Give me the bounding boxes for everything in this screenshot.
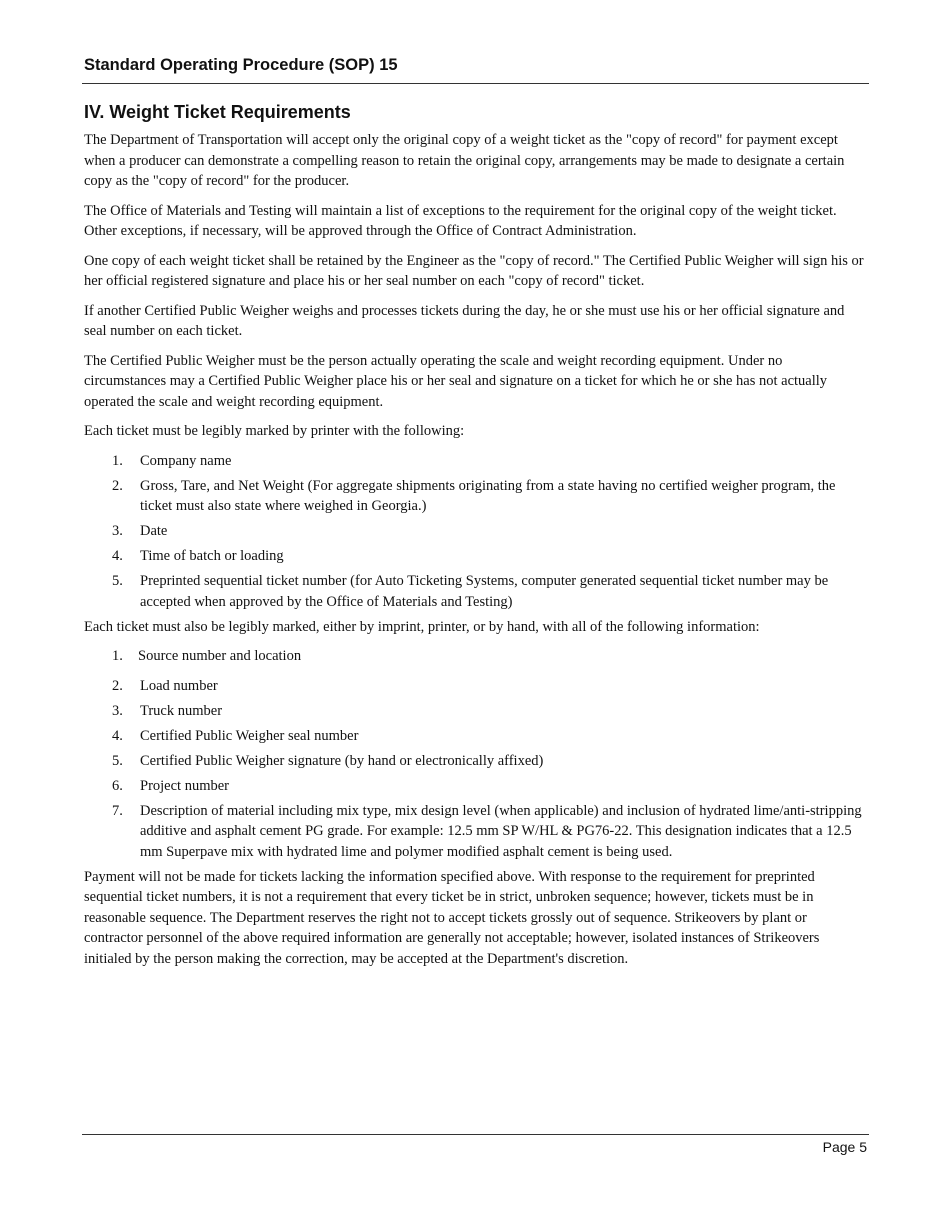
list-info-intro: Each ticket must also be legibly marked, either by imprint, printer, or by hand, with all of the following information: [84, 618, 760, 635]
paragraph-operator-requirement: The Certified Public Weigher must be the person actually operating the scale and weight recording equipment. Under no circumstances may a Certified Public Weigher place his or her seal and signature on a ticket for which he or she has not actually operated the scale and weight recording equipment. [84, 352, 828, 410]
list-item: 2. Load number [112, 677, 218, 694]
document-header-title: Standard Operating Procedure (SOP) 15 [84, 56, 398, 74]
printer-marking-list [84, 451, 868, 613]
paragraph-engineer-copy: One copy of each weight ticket shall be retained by the Engineer as the "copy of record." The Certified Public Weigher will sign his or her official registered signature and place his or her seal number on each "copy of record" ticket. [84, 252, 864, 289]
paragraph-exceptions: The Office of Materials and Testing will maintain a list of exceptions to the requirement for the original copy of the weight ticket. Other exceptions, if necessary, will be approved through the Office of Contract Administration. [84, 202, 837, 239]
header-divider [82, 83, 869, 84]
page-number: Page 5 [822, 1139, 867, 1155]
list-item: 1. Company name [112, 452, 232, 469]
list-item: 2. Gross, Tare, and Net Weight (For aggregate shipments originating from a state having no certified weigher program, the ticket must also state where weighed in Georgia.) [112, 477, 836, 514]
document-body [84, 100, 868, 978]
paragraph-another-weigher: If another Certified Public Weigher weighs and processes tickets during the day, he or she must use his or her official signature and seal number on each ticket. [84, 302, 845, 339]
list-item: 1. Source number and location [112, 648, 302, 664]
required-information-list [84, 646, 868, 862]
list-item: 3. Date [112, 523, 168, 539]
list-printer-intro: Each ticket must be legibly marked by printer with the following: [84, 423, 465, 439]
list-item: 5. Preprinted sequential ticket number (for Auto Ticketing Systems, computer generated sequential ticket number may be accepted when approved by the Office of Materials and Testing) [112, 573, 829, 610]
list-item: 6. Project number [112, 777, 229, 794]
section-heading: IV. Weight Ticket Requirements [84, 102, 351, 122]
list-item: 4. Time of batch or loading [112, 548, 284, 564]
list-item: 3. Truck number [112, 702, 223, 719]
paragraph-payment-conditions: Payment will not be made for tickets lacking the information specified above. With response to the requirement for preprinted sequential ticket numbers, it is not a requirement that every ticket be in strict, unbroken sequence; however, tickets must be in reasonable sequence. The Department reserves the right not to accept tickets grossly out of sequence. Strikeovers by plant or contractor personnel of the above required information are generally not acceptable; however, isolated instances of Strikeovers initialed by the person making the correction, may be accepted at the Department's discretion. [84, 868, 820, 967]
list-item: 7. Description of material including mix type, mix design level (when applicable) and inclusion of hydrated lime/anti-stripping additive and asphalt cement PG grade. For example: 12.5 mm SP W/HL & PG76-22. This designation indicates that a 12.5 mm Superpave mix with hydrated lime and polymer modified asphalt cement is being used. [112, 802, 862, 860]
paragraph-copy-of-record: The Department of Transportation will accept only the original copy of a weight ticket as the "copy of record" for payment except when a producer can demonstrate a compelling reason to retain the original copy, arrangements may be made to designate a certain copy as the "copy of record" for the producer. [84, 132, 845, 189]
footer-divider [82, 1134, 869, 1135]
list-item: 5. Certified Public Weigher signature (by hand or electronically affixed) [112, 752, 544, 769]
list-item: 4. Certified Public Weigher seal number [112, 727, 359, 744]
